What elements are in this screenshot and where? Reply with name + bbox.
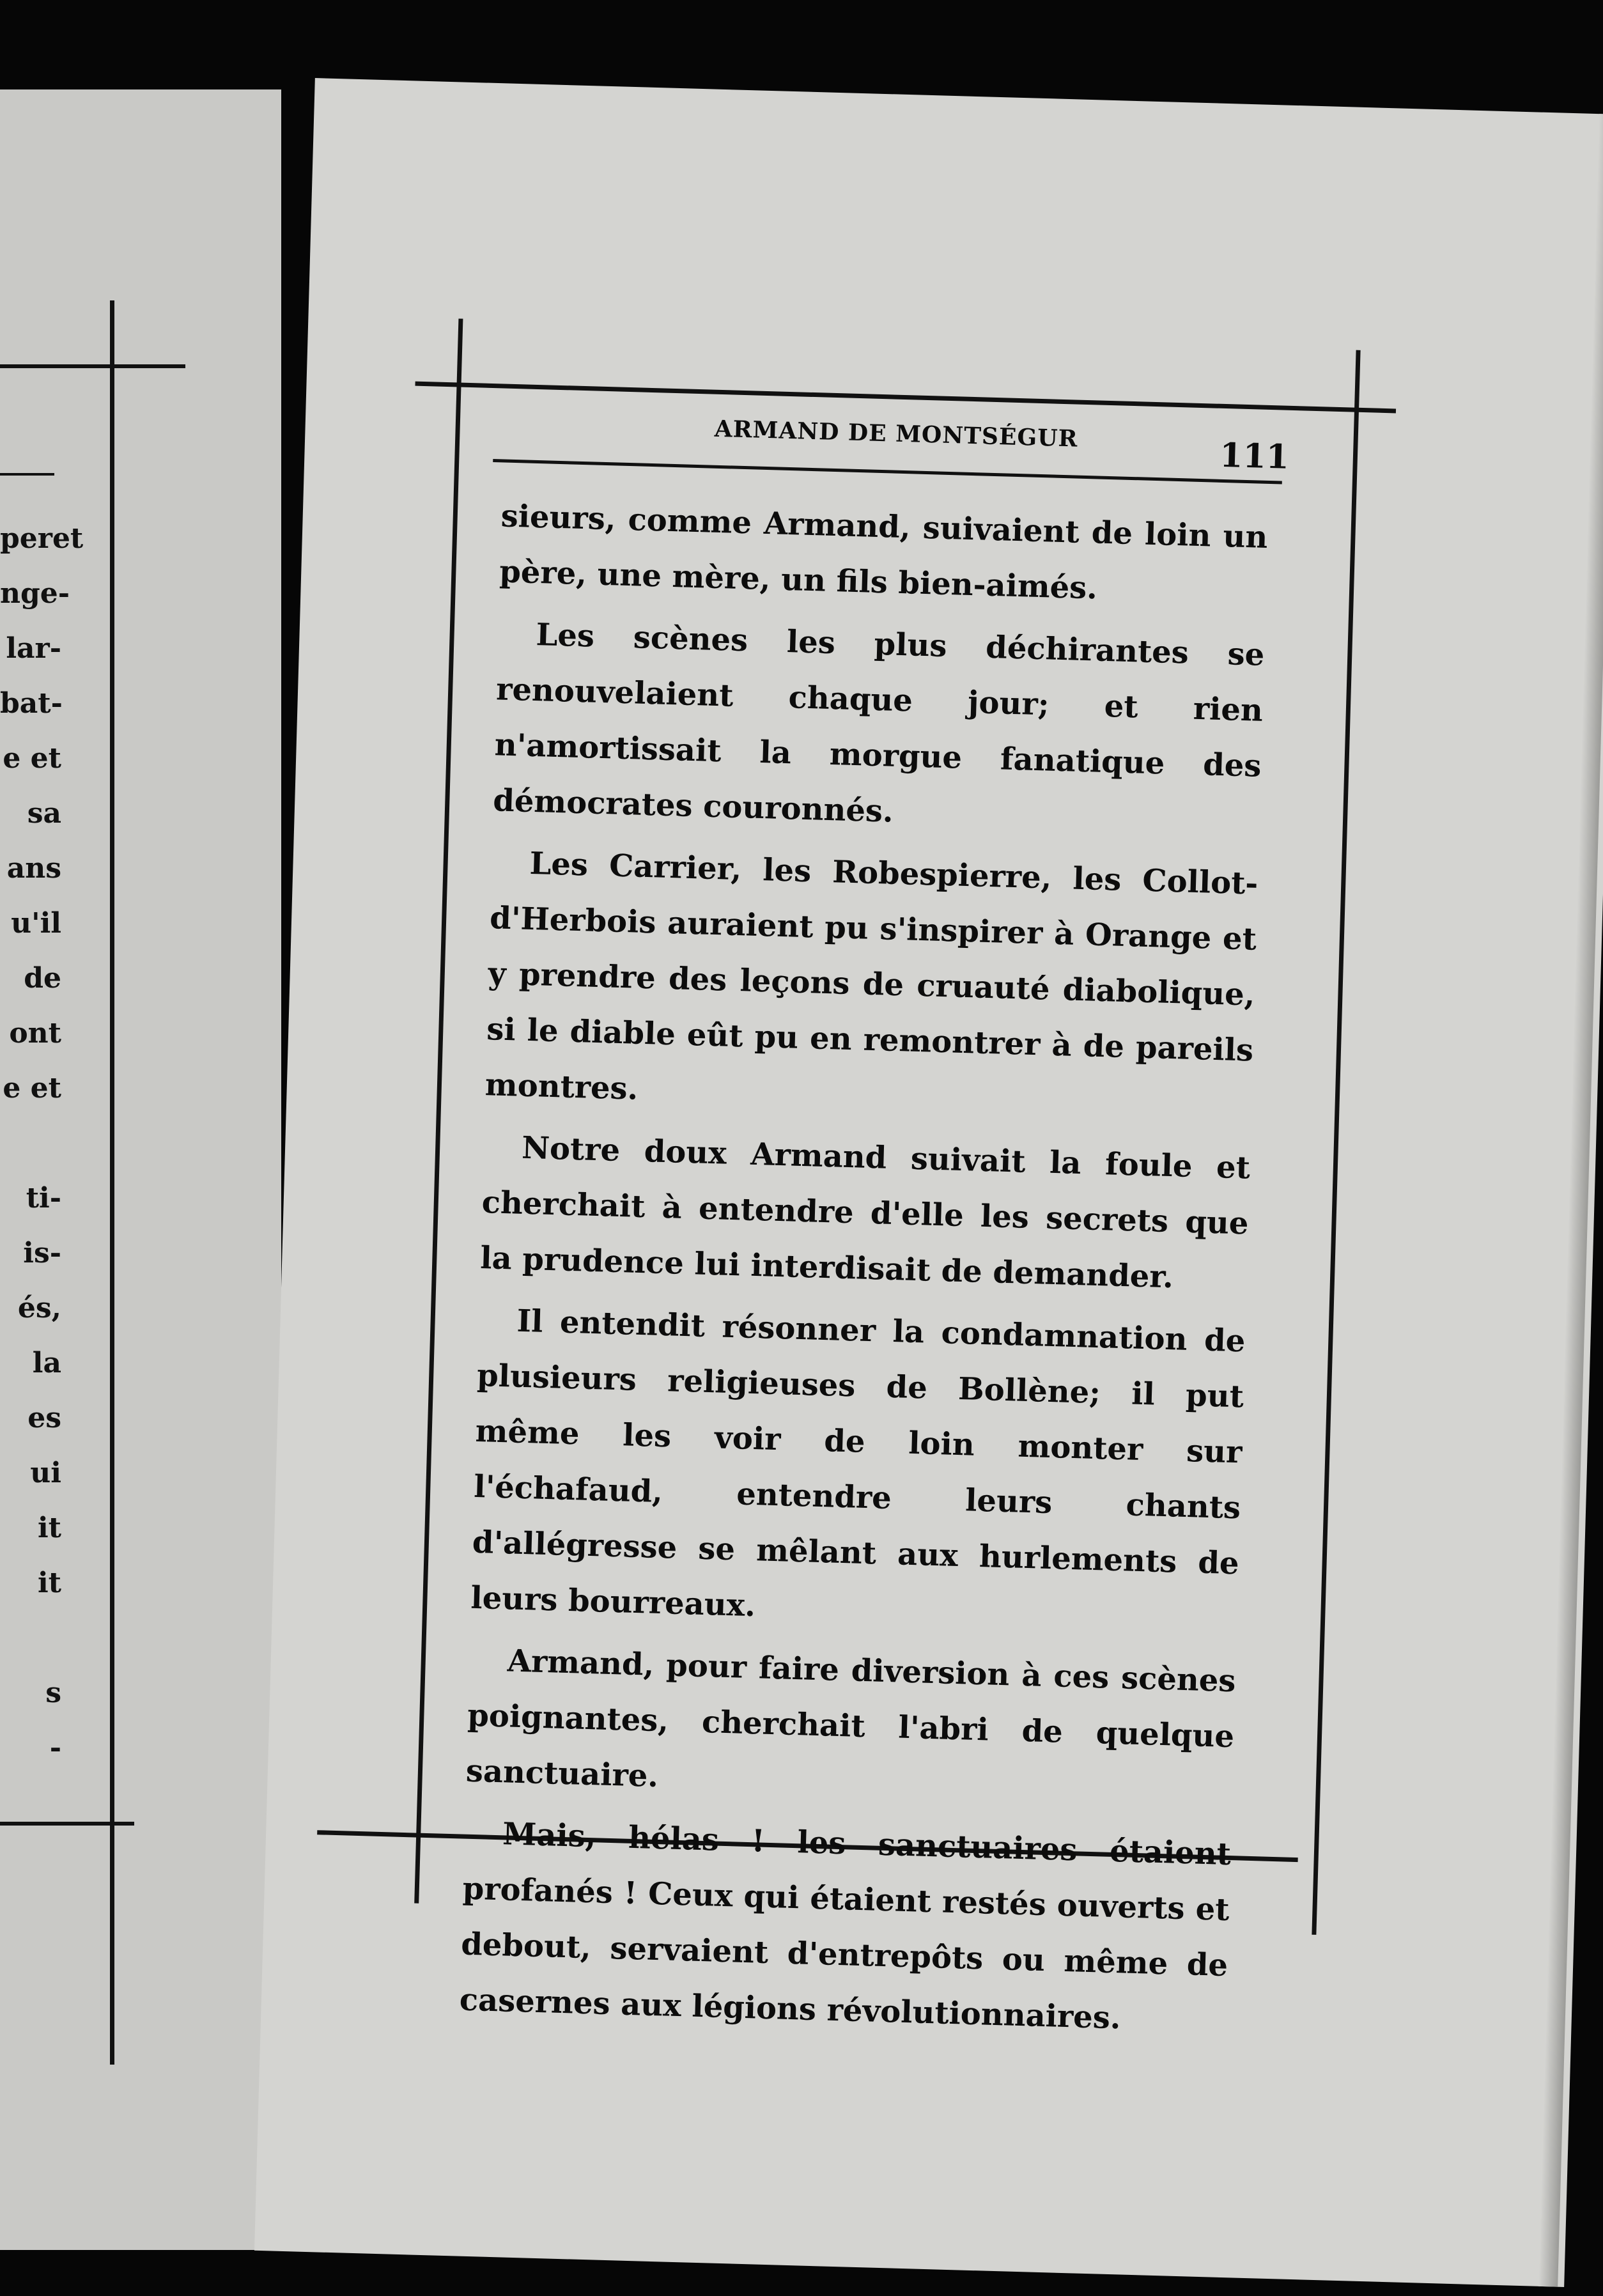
paragraph: sieurs, comme Armand, suivaient de loin un père, une mère, un fils bien-aimés. xyxy=(499,498,1269,607)
frame-top-line xyxy=(415,382,1396,414)
fragment: sa xyxy=(27,797,61,830)
fragment: la xyxy=(32,1347,61,1379)
fragment: ans xyxy=(6,852,61,885)
body-text xyxy=(459,488,1269,2049)
fragment: nge- xyxy=(0,577,70,610)
fragment: s xyxy=(45,1677,61,1709)
paragraph: Les Carrier, les Robespierre, les Collot-d'Herbois auraient pu s'inspirer à Orange et y prendre des leçons de cruauté diabolique, si le diable eût pu en remontrer à de pareils montres. xyxy=(484,845,1259,1107)
paragraph: Mais, hélas ! les sanctuaires étaient profanés ! Ceux qui étaient restés ouverts et debout, servaient d'entrepôts ou même de casernes aux légions révolutionnaires. xyxy=(459,1816,1232,2036)
paragraph: Armand, pour faire diversion à ces scènes poignantes, cherchait l'abri de quelque sanctuaire. xyxy=(465,1643,1237,1795)
fragment: e et xyxy=(3,742,61,775)
frame-left-line xyxy=(414,318,463,1903)
fragment: it xyxy=(37,1512,61,1544)
fragment xyxy=(0,1611,61,1666)
page-content xyxy=(459,410,1290,2056)
fragment: lar- xyxy=(6,632,61,665)
previous-page-frame-top xyxy=(0,364,185,368)
fragment: - xyxy=(49,1732,61,1764)
fragment xyxy=(0,1116,61,1171)
header-rule xyxy=(493,459,1282,484)
fragment: peret xyxy=(0,522,84,555)
fragment: u'il xyxy=(11,907,61,940)
fragment: ui xyxy=(30,1457,61,1489)
fragment: bat- xyxy=(0,687,63,720)
fragment: de xyxy=(24,962,61,995)
previous-page-frame-bottom xyxy=(0,1822,134,1826)
paragraph: Il entendit résonner la condamnation de plusieurs religieuses de Bollène; il put même les voir de loin monter sur l'échafaud, entendre leurs chants d'allégresse se mêlant aux hurlements de leurs bourreaux. xyxy=(470,1303,1246,1624)
fragment: e et xyxy=(3,1072,61,1105)
fragment: ont xyxy=(9,1017,61,1050)
page-edge-shadow xyxy=(1538,114,1603,2287)
previous-page xyxy=(0,89,281,2250)
previous-page-rule xyxy=(0,473,54,476)
frame-right-line xyxy=(1312,350,1360,1935)
fragment: és, xyxy=(17,1292,61,1324)
paragraph: Notre doux Armand suivait la foule et cherchait à entendre d'elle les secrets que la prudence lui interdisait de demander. xyxy=(479,1129,1251,1296)
fragment: ti- xyxy=(26,1182,61,1214)
book-page xyxy=(254,78,1603,2287)
previous-page-text-fragments xyxy=(0,511,84,1776)
page-number: 111 xyxy=(1219,435,1290,477)
fragment: it xyxy=(37,1567,61,1599)
paragraph: Les scènes les plus déchirantes se renouvelaient chaque jour; et rien n'amortissait la morgue fanatique des démocrates couronnés. xyxy=(492,617,1266,830)
fragment: es xyxy=(27,1402,61,1434)
fragment: is- xyxy=(23,1237,61,1269)
running-title: ARMAND DE MONTSÉGUR xyxy=(714,415,1079,453)
previous-page-frame-line xyxy=(110,300,114,2065)
